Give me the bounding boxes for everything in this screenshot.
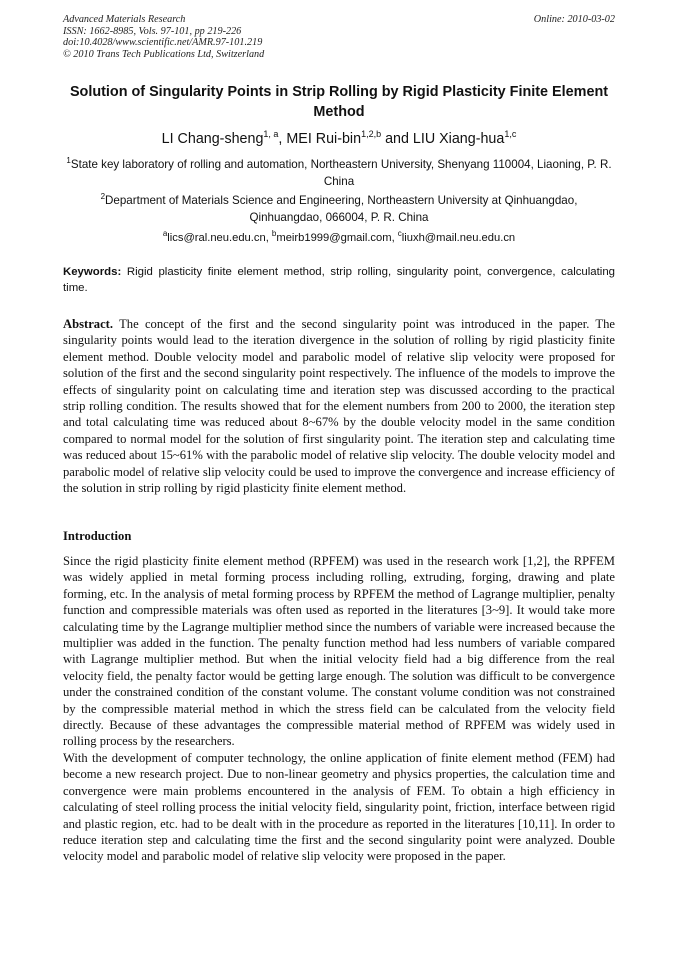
- affiliation-mark: 1: [66, 156, 71, 165]
- email-mark: c: [397, 229, 402, 238]
- author-affil-mark: 1,2,b: [361, 129, 382, 139]
- email-separator: ,: [265, 232, 272, 244]
- journal-copyright: © 2010 Trans Tech Publications Ltd, Switzerland: [63, 48, 265, 60]
- email-mark: a: [162, 229, 168, 238]
- keywords: [63, 264, 615, 296]
- author-affil-mark: 1, a: [263, 129, 279, 139]
- author-separator: ,: [278, 131, 287, 147]
- email-address[interactable]: meirb1999@gmail.com: [276, 232, 392, 244]
- intro-paragraph-2: With the development of computer technology, the online application of finite element method (FEM) had become a new research project. Due to non-linear geometry and physics properties, the calculation time and convergence were main problems encountered in the analysis of FEM. To obtain a high efficiency in calculating of steel rolling process the initial velocity field, singularity point, friction, interface between rigid and plastic region, etc. had to be dealt with in the procedure as reported in the literatures [10,11]. In order to reduce iteration step and calculating time the first and the second singularity point were analyzed. Double velocity model and parabolic model of relative slip velocity were proposed in the paper.: [63, 750, 615, 864]
- email-separator: ,: [391, 232, 398, 244]
- abstract-text: The concept of the first and the second singularity point was introduced in the paper. The singularity points would lead to the iteration divergence in the solution of rolling by rigid plasticity finite element method. Double velocity model and parabolic model of relative slip velocity were proposed for solution of the first and the second singularity point respectively. The influence of the models to improve the effects of singularity point on calculating time and iteration step was discussed according to the practical strip rolling condition. The results showed that for the element numbers from 200 to 2000, the iteration step and total calculating time was reduced about 8~67% by the double velocity model in the same condition compared to normal model for the solution of first singularity point. The iteration step and calculating time was reduced about 15~61% with the parabolic model of relative slip velocity. The double velocity model and parabolic model of relative slip velocity could be used to improve the convergence and increase efficiency of the solution in strip rolling by rigid plasticity finite element method.: [63, 317, 615, 496]
- email-address[interactable]: lics@ral.neu.edu.cn: [167, 232, 266, 244]
- author-name: MEI Rui-bin: [286, 131, 362, 147]
- author-affil-mark: 1,c: [504, 129, 517, 139]
- affiliation-1: [63, 156, 615, 190]
- paper-title: Solution of Singularity Points in Strip Rolling by Rigid Plasticity Finite Element Method: [69, 84, 609, 120]
- journal-header: [63, 14, 264, 60]
- email-mark: b: [271, 229, 277, 238]
- author-name: LI Chang-sheng: [161, 131, 264, 147]
- affiliation-text: Department of Materials Science and Engineering, Northeastern University at Qinhuangdao, Qinhuangdao, 066004, P. R. China: [105, 194, 578, 224]
- introduction-body: [63, 553, 615, 865]
- keywords-label: Keywords:: [63, 266, 122, 278]
- author-separator: and: [381, 131, 413, 147]
- affiliation-text: State key laboratory of rolling and automation, Northeastern University, Shenyang 110004, Liaoning, P. R. China: [70, 158, 612, 188]
- abstract: [63, 316, 615, 496]
- author-emails: [63, 230, 615, 247]
- affiliation-2: [63, 192, 615, 226]
- affiliation-mark: 2: [100, 192, 106, 201]
- intro-paragraph-1: Since the rigid plasticity finite element method (RPFEM) was used in the research work [1,2], the RPFEM was widely applied in metal forming process including rolling, extruding, forging, drawing and plate forming, etc. In the analysis of metal forming process by RPFEM the method of Lagrange multiplier, penalty function and compressible materials was often used as reported in the literatures [3~9]. It would take more calculating time by the Lagrange multiplier method since the numbers of variable were increased because the multiplier was added in the function. The penalty function method had less numbers of variable compared with Lagrange multiplier method. But when the initial velocity field had a big difference from the real velocity field, the penalty factor would be getting large enough. The solution was difficult to be convergence under the constrained condition of the constant volume. The constant volume condition was not constrained by the compressible material method in which the stress field can be calculated from the velocity field directly. Because of these advantages the compressible material method of RPFEM was widely used in rolling process by the researchers.: [63, 554, 615, 749]
- email-address[interactable]: liuxh@mail.neu.edu.cn: [401, 232, 516, 244]
- author-name: LIU Xiang-hua: [412, 131, 505, 147]
- journal-issn: ISSN: 1662-8985, Vols. 97-101, pp 219-226: [63, 25, 242, 37]
- journal-name: Advanced Materials Research: [63, 14, 186, 25]
- author-list: [63, 130, 615, 148]
- journal-doi: doi:10.4028/www.scientific.net/AMR.97-101.219: [63, 37, 263, 49]
- keywords-text: Rigid plasticity finite element method, strip rolling, singularity point, convergence, calculating time.: [63, 266, 615, 294]
- introduction-heading: Introduction: [63, 529, 132, 543]
- abstract-label: Abstract.: [63, 317, 114, 331]
- online-date: Online: 2010-03-02: [533, 14, 615, 25]
